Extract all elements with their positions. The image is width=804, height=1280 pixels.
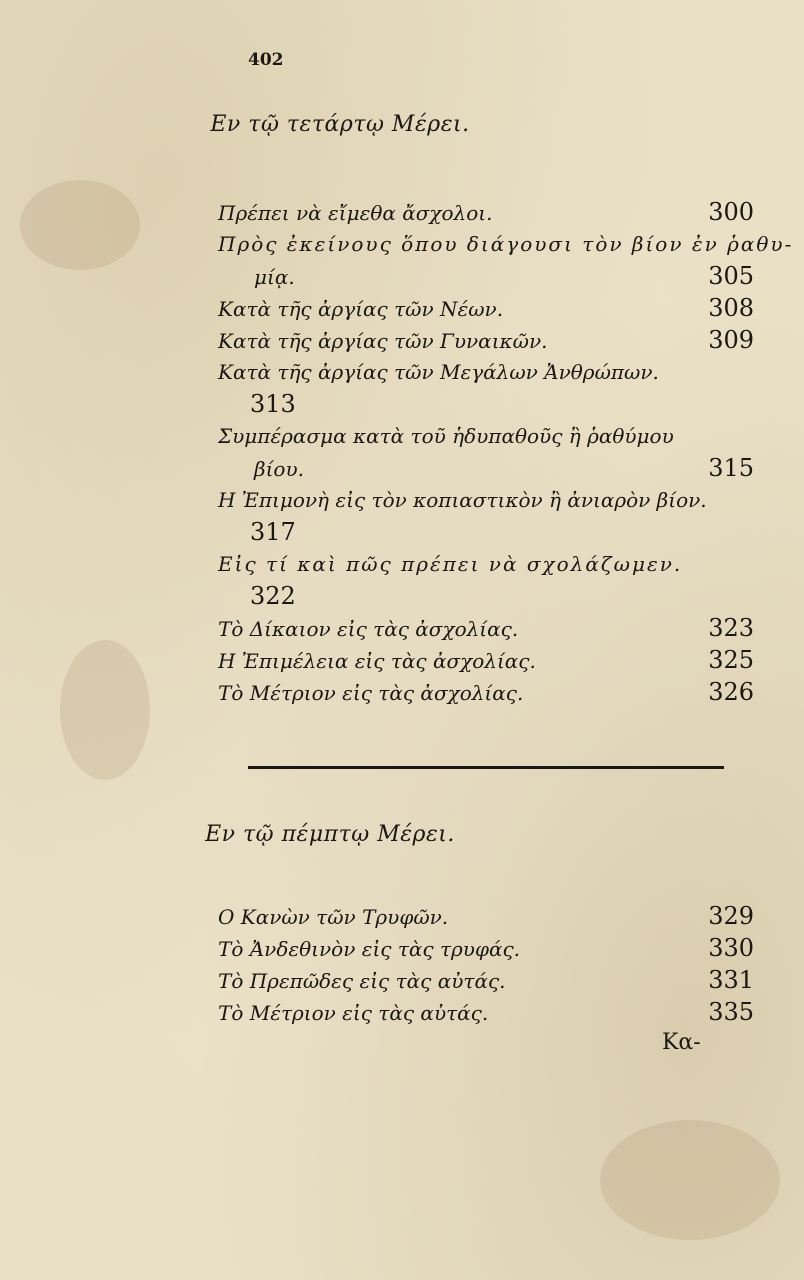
entry-title: Συμπέρασμα κατὰ τοῦ ἡδυπαθοῦς ἢ ῥαθύμου [218, 424, 674, 448]
entry-page: 326 [708, 678, 754, 706]
entry-page: 315 [708, 454, 754, 482]
toc-entry [218, 324, 756, 356]
entry-title: Τὸ Ἀνδεθινὸν εἰς τὰς τρυφάς. [218, 937, 521, 961]
entry-page: 305 [708, 262, 754, 290]
page-number: 402 [248, 50, 284, 70]
toc-entry [218, 292, 756, 324]
toc-entry [218, 964, 756, 996]
toc-entry [218, 356, 756, 420]
section-divider-rule [248, 766, 724, 769]
entry-page: 308 [708, 294, 754, 322]
toc-entry [218, 484, 756, 548]
entry-title: Εἰς τί καὶ πῶς πρέπει νὰ σχολάζωμεν. [218, 552, 683, 576]
entry-title: Τὸ Δίκαιον εἰς τὰς ἀσχολίας. [218, 617, 519, 641]
toc-entry [218, 612, 756, 644]
entry-title: Κατὰ τῆς ἀργίας τῶν Νέων. [218, 297, 504, 321]
entry-title: Τὸ Μέτριον εἰς τὰς ἀσχολίας. [218, 681, 524, 705]
catchword: Κα- [662, 1030, 701, 1055]
entry-title: Πρέπει νὰ εἴμεθα ἄσχολοι. [218, 201, 493, 225]
entry-page: 329 [708, 902, 754, 930]
paper-stain [600, 1120, 780, 1240]
paper-stain [20, 180, 140, 270]
entry-title: Ο Κανὼν τῶν Τρυφῶν. [218, 905, 449, 929]
entry-title: Κατὰ τῆς ἀργίας τῶν Γυναικῶν. [218, 329, 548, 353]
entry-title: Τὸ Μέτριον εἰς τὰς αὐτάς. [218, 1001, 489, 1025]
entry-page: 330 [708, 934, 754, 962]
toc-entry [218, 644, 756, 676]
toc-entry [218, 932, 756, 964]
entry-page: 300 [708, 198, 754, 226]
entry-page: 325 [708, 646, 754, 674]
entry-page: 322 [250, 582, 296, 610]
toc-entry [218, 996, 756, 1028]
entry-page: 313 [250, 390, 296, 418]
table-of-contents-part-five [218, 900, 756, 1028]
section-heading-part-five: Εν τῷ πέμπτῳ Μέρει. [205, 822, 455, 847]
entry-page: 323 [708, 614, 754, 642]
table-of-contents-part-four [218, 196, 794, 708]
toc-entry [218, 676, 756, 708]
entry-title-continued: μίᾳ. [254, 265, 295, 289]
entry-title: Η Ἐπιμέλεια εἰς τὰς ἀσχολίας. [218, 649, 536, 673]
entry-title: Τὸ Πρεπῶδες εἰς τὰς αὐτάς. [218, 969, 506, 993]
toc-entry [218, 228, 794, 292]
entry-page: 331 [708, 966, 754, 994]
entry-page: 335 [708, 998, 754, 1026]
entry-title: Πρὸς ἐκείνους ὅπου διάγουσι τὸν βίον ἐν ῥαθυ- [218, 232, 794, 256]
toc-entry [218, 420, 756, 484]
entry-page: 317 [250, 518, 296, 546]
section-heading-part-four: Εν τῷ τετάρτῳ Μέρει. [210, 112, 470, 137]
entry-title: Κατὰ τῆς ἀργίας τῶν Μεγάλων Ἀνθρώπων. [218, 360, 659, 384]
toc-entry [218, 900, 756, 932]
paper-stain [60, 640, 150, 780]
toc-entry [218, 548, 756, 612]
entry-title-continued: βίου. [254, 457, 304, 481]
entry-page: 309 [708, 326, 754, 354]
entry-title: Η Ἐπιμονὴ εἰς τὸν κοπιαστικὸν ἢ ἀνιαρὸν βίον. [218, 488, 707, 512]
toc-entry [218, 196, 756, 228]
